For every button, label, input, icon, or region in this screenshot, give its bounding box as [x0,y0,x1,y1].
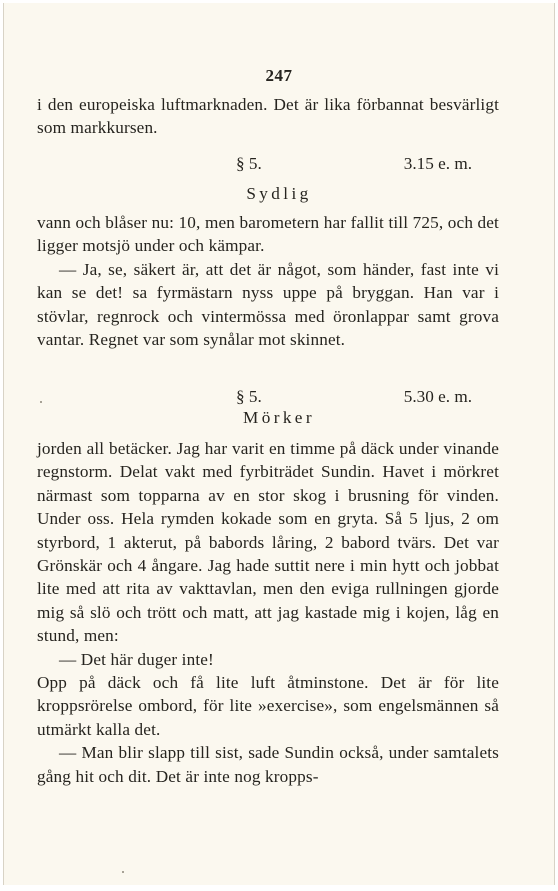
section-1-paragraph-1: vann och blåser nu: 10, men barometern har fallit till 725, och det ligger motsjö under och kämpar. [37,213,499,256]
section-1-paragraph-2: — Ja, se, säkert är, att det är något, som händer, fast inte vi kan se det! sa fyrmästarn nyss uppe på bryggan. Han var i stövlar, regnrock och vintermössa med öronlappar samt grova vantar. Regnet var som synålar mot skinnet. [37,259,499,350]
page-number: 247 [265,66,293,85]
intro-paragraph: i den europeiska luftmarknaden. Det är lika förbannat besvärligt som markkursen. [37,95,499,138]
paper-speck [40,401,42,403]
book-page [3,3,555,885]
section-2-paragraph-1: jorden all betäcker. Jag har varit en timme på däck under vinande regnstorm. Delat vakt med fyrbiträdet Sundin. Havet i mörkret närmast som topparna av en stor skog i brusning för vinden. Under oss. Hela rymden kokade som en gryta. Så 5 ljus, 2 om styrbord, 1 akterut, på babords låring, 2 babord tvärs. Det var Grönskär och 4 ångare. Jag hade suttit nere i min hytt och jobbat lite med att rita av vakttavlan, men den eviga rullningen gjorde mig så slö och trött och matt, att jag kastade mig i kojen, låg en stund, men: [37,439,499,646]
section-2-body [37,437,499,788]
section-1-body [37,211,499,351]
section-1-time: 3.15 e. m. [403,154,472,173]
section-2-time: 5.30 e. m. [403,387,472,406]
section-2-title: Mörker [243,408,315,427]
paper-speck [122,871,124,873]
section-1-mark: § 5. [236,154,262,173]
section-2-paragraph-4: — Man blir slapp till sist, sade Sundin också, under samtalets gång hit och dit. Det är inte nog kropps- [37,743,499,786]
section-2-paragraph-2: — Det här duger inte! [59,649,214,669]
section-1-title: Sydlig [246,184,312,203]
section-2-mark: § 5. [236,387,262,406]
section-1-header [4,154,554,178]
intro-text [37,93,499,140]
section-2-paragraph-3: Opp på däck och få lite luft åtminstone. Det är för lite kroppsrörelse ombord, för lite »exercise», som engelsmännen så utmärkt kalla det. [37,673,499,739]
